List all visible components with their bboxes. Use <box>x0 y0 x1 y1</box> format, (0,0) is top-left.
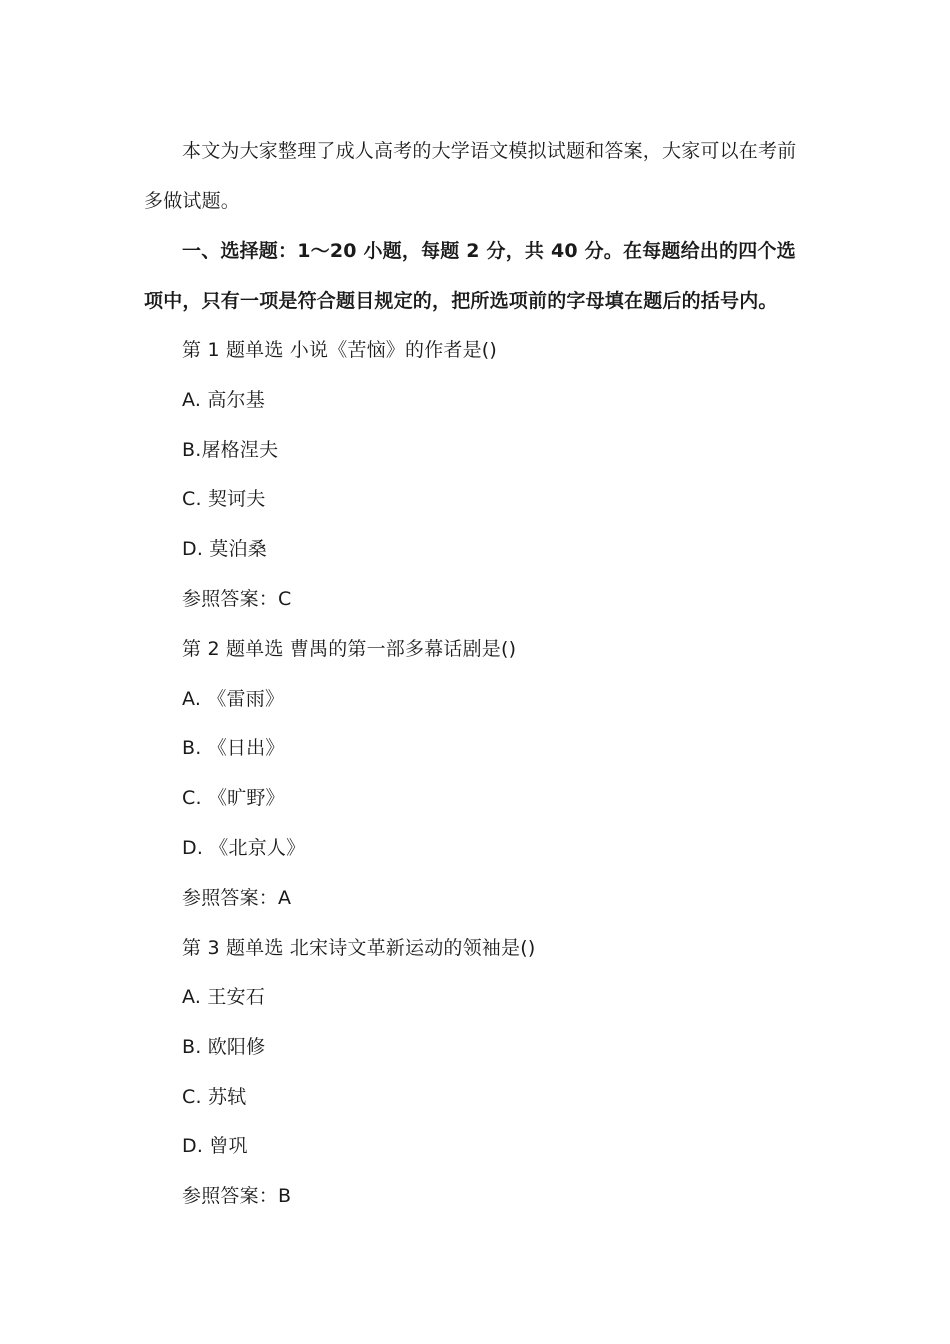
question-2-option-d: D. 《北京人》 <box>182 837 306 859</box>
question-1-option-b: B.屠格涅夫 <box>182 439 279 461</box>
question-2-option-a: A. 《雷雨》 <box>182 688 285 710</box>
question-1-title: 第 1 题单选 小说《苦恼》的作者是() <box>182 339 498 361</box>
question-3-option-d: D. 曾巩 <box>182 1135 248 1157</box>
question-1-answer: 参照答案：C <box>182 588 292 610</box>
question-1-option-d: D. 莫泊桑 <box>182 538 267 560</box>
question-2-title: 第 2 题单选 曹禺的第一部多幕话剧是() <box>182 638 517 660</box>
question-1-option-a: A. 高尔基 <box>182 389 265 411</box>
question-3-option-b: B. 欧阳修 <box>182 1036 266 1058</box>
question-3-option-c: C. 苏轼 <box>182 1086 247 1108</box>
question-2-option-b: B. 《日出》 <box>182 737 285 759</box>
question-3-answer: 参照答案：B <box>182 1185 292 1207</box>
section-heading: 一、选择题：1～20 小题，每题 2 分，共 40 分。在每题给出的四个选项中，只有一项是符合题目规定的，把所选项前的字母填在题后的括号内。 <box>144 240 796 312</box>
question-1-option-c: C. 契诃夫 <box>182 488 266 510</box>
question-2-option-c: C. 《旷野》 <box>182 787 285 809</box>
intro-paragraph: 本文为大家整理了成人高考的大学语文模拟试题和答案，大家可以在考前多做试题。 <box>144 140 797 212</box>
question-2-answer: 参照答案：A <box>182 887 292 909</box>
question-3-option-a: A. 王安石 <box>182 986 265 1008</box>
question-3-title: 第 3 题单选 北宋诗文革新运动的领袖是() <box>182 937 536 959</box>
